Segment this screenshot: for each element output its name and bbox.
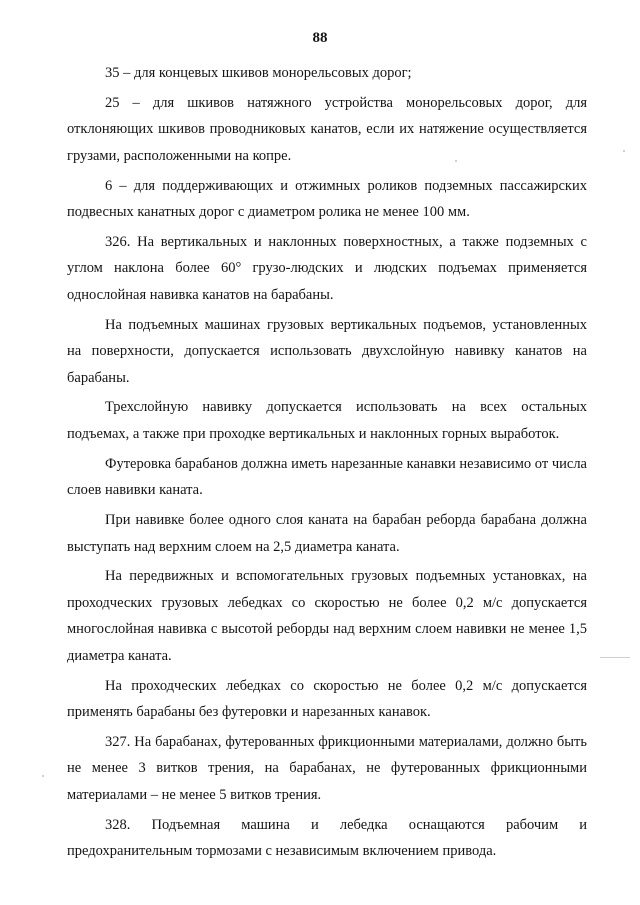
paragraph-7: Футеровка барабанов должна иметь нарезанные канавки независимо от числа слоев навивки каната. xyxy=(67,455,587,499)
document-body xyxy=(67,60,587,868)
scan-artifact-dot xyxy=(455,160,457,162)
paragraph-6: Трехслойную навивку допускается использовать на всех остальных подъемах, а также при проходке вертикальных и наклонных горных выработок. xyxy=(67,399,587,442)
scan-artifact-right-dash xyxy=(600,657,630,658)
paragraph-327: 327. На барабанах, футерованных фрикционными материалами, должно быть не менее 3 витков трения, на барабанах, не футерованных фрикционными материалами – не менее 5 витков трения. xyxy=(67,733,587,803)
paragraph-8: При навивке более одного слоя каната на барабан реборда барабана должна выступать над верхним слоем на 2,5 диаметра каната. xyxy=(67,512,587,555)
page-number: 88 xyxy=(312,30,328,46)
paragraph-326: 326. На вертикальных и наклонных поверхностных, а также подземных с углом наклона более 60° грузо-людских и людских подъемах применяется однослойная навивка канатов на барабаны. xyxy=(67,233,587,303)
paragraph-10: На проходческих лебедках со скоростью не более 0,2 м/с допускается применять барабаны без футеровки и нарезанных канавок. xyxy=(67,677,587,721)
paragraph-1: 35 – для концевых шкивов монорельсовых дорог; xyxy=(105,65,412,81)
paragraph-9: На передвижных и вспомогательных грузовых подъемных установках, на проходческих грузовых лебедках со скоростью не более 0,2 м/с допускается многослойная навивка с высотой реборды над верхним слоем навивки не менее 1,5 диаметра каната. xyxy=(67,568,587,664)
paragraph-2: 25 – для шкивов натяжного устройства монорельсовых дорог, для отклоняющих шкивов проводниковых канатов, если их натяжение осуществляется грузами, расположенными на копре. xyxy=(67,94,587,164)
scan-artifact-left xyxy=(42,775,44,777)
paragraph-3: 6 – для поддерживающих и отжимных роликов подземных пассажирских подвесных канатных дорог с диаметром ролика не менее 100 мм. xyxy=(67,177,587,221)
scan-artifact-top-right xyxy=(623,150,625,152)
paragraph-328: 328. Подъемная машина и лебедка оснащаются рабочим и предохранительным тормозами с независимым включением привода. xyxy=(67,816,587,860)
paragraph-5: На подъемных машинах грузовых вертикальных подъемов, установленных на поверхности, допускается использовать двухслойную навивку канатов на барабаны. xyxy=(67,316,587,386)
